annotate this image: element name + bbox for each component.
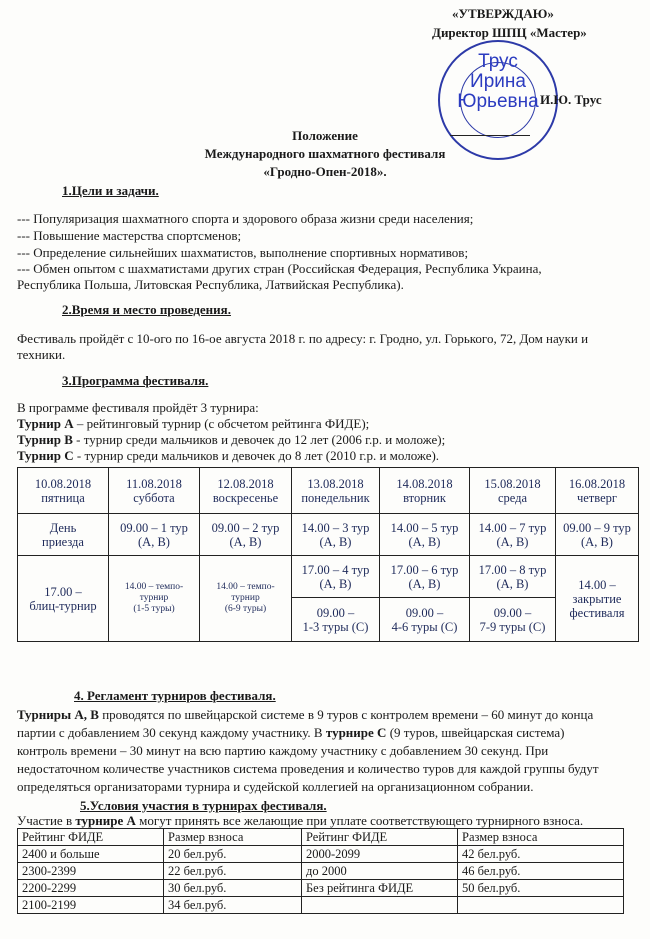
schedule-header-row xyxy=(18,468,639,514)
fee-cell: 2200-2299 xyxy=(18,880,164,897)
schedule-row xyxy=(18,514,639,556)
director-title: Директор ШПЦ «Мастер» xyxy=(432,25,587,40)
schedule-cell: 09.00 – 9 тур (А, В) xyxy=(556,514,639,556)
venue-text: Фестиваль пройдёт с 10-ого по 16-ое августа 2018 г. по адресу: г. Гродно, ул. Горького, 72, Дом науки и xyxy=(17,331,589,346)
fee-header-cell: Размер взноса xyxy=(164,829,302,846)
schedule-cell: 09.00 – 1 тур (А, В) xyxy=(109,514,200,556)
fee-cell: 20 бел.руб. xyxy=(164,846,302,863)
tournament-c-line: Турнир С - турнир среди мальчиков и девочек до 8 лет (2010 г.р. и моложе). xyxy=(17,448,440,463)
fee-header-cell: Рейтинг ФИДЕ xyxy=(18,829,164,846)
tournament-b-line: Турнир В - турнир среди мальчиков и девочек до 12 лет (2006 г.р. и моложе); xyxy=(17,432,446,447)
fee-header-row xyxy=(18,829,624,846)
schedule-cell: 09.00 – 1-3 туры (С) xyxy=(292,598,380,642)
fee-cell: 2000-2099 xyxy=(302,846,458,863)
section-1-heading: 1.Цели и задачи. xyxy=(62,183,159,198)
schedule-cell: 17.00 – 8 тур (А, В) xyxy=(470,556,556,598)
fee-header-cell: Размер взноса xyxy=(458,829,624,846)
goal-item: --- Популяризация шахматного спорта и здорового образа жизни среди населения; xyxy=(17,211,474,226)
schedule-cell: 14.00 – 5 тур (А, В) xyxy=(380,514,470,556)
fee-cell: Без рейтинга ФИДЕ xyxy=(302,880,458,897)
schedule-day-cell: 11.08.2018 суббота xyxy=(109,468,200,514)
schedule-row xyxy=(18,556,639,598)
section-3-heading: 3.Программа фестиваля. xyxy=(62,373,209,388)
schedule-cell: 09.00 – 4-6 туры (С) xyxy=(380,598,470,642)
fee-cell: 30 бел.руб. xyxy=(164,880,302,897)
doc-title-line3: «Гродно-Опен-2018». xyxy=(263,164,387,179)
schedule-day-cell: 12.08.2018 воскресенье xyxy=(200,468,292,514)
fee-row xyxy=(18,897,624,914)
closing-cell: 14.00 – закрытие фестиваля xyxy=(556,556,639,642)
doc-title-line2: Международного шахматного фестиваля xyxy=(204,146,446,161)
schedule-day-cell: 13.08.2018 понедельник xyxy=(292,468,380,514)
section-2-heading: 2.Время и место проведения. xyxy=(62,302,231,317)
schedule-day-cell: 16.08.2018 четверг xyxy=(556,468,639,514)
schedule-cell: День приезда xyxy=(18,514,109,556)
section-5-heading: 5.Условия участия в турнирах фестиваля. xyxy=(80,798,327,813)
doc-title-line1: Положение xyxy=(292,128,358,143)
fee-row xyxy=(18,863,624,880)
rules-paragraph-line: определяться организаторами турнира и судейской коллегией на организационном собрании. xyxy=(17,779,534,794)
fee-row xyxy=(18,880,624,897)
schedule-cell: 09.00 – 7-9 туры (С) xyxy=(470,598,556,642)
fee-cell xyxy=(458,897,624,914)
fee-cell: 42 бел.руб. xyxy=(458,846,624,863)
fee-row xyxy=(18,846,624,863)
tempo-cell: 14.00 – темпо- турнир (6-9 туры) xyxy=(200,556,292,642)
goal-item-continuation: Республика Польша, Литовская Республика, Латвийская Республика). xyxy=(17,277,404,292)
fee-cell: 2100-2199 xyxy=(18,897,164,914)
tempo-cell: 14.00 – темпо- турнир (1-5 туры) xyxy=(109,556,200,642)
fee-header-cell: Рейтинг ФИДЕ xyxy=(302,829,458,846)
schedule-cell: 14.00 – 3 тур (А, В) xyxy=(292,514,380,556)
goal-item: --- Определение сильнейших шахматистов, выполнение спортивных нормативов; xyxy=(17,245,469,260)
rules-paragraph-line: Турниры А, В проводятся по швейцарской системе в 9 туров с контролем времени – 60 минут до конца xyxy=(17,707,594,722)
entry-fee-table xyxy=(17,828,624,914)
schedule-cell: 14.00 – 7 тур (А, В) xyxy=(470,514,556,556)
schedule-day-cell: 15.08.2018 среда xyxy=(470,468,556,514)
section-4-heading: 4. Регламент турниров фестиваля. xyxy=(74,688,276,703)
fee-cell: 2300-2399 xyxy=(18,863,164,880)
fee-cell: 2400 и больше xyxy=(18,846,164,863)
schedule-cell: 17.00 – 6 тур (А, В) xyxy=(380,556,470,598)
goal-item: --- Обмен опытом с шахматистами других стран (Российская Федерация, Республика Украина, xyxy=(17,261,542,276)
schedule-cell: 17.00 – 4 тур (А, В) xyxy=(292,556,380,598)
rules-paragraph-line: недостаточном количестве участников система проведения и количество туров для каждой группы будут xyxy=(17,761,599,776)
rules-paragraph-line: партии с добавлением 30 секунд каждому участнику. В турнире С (9 туров, швейцарская система) xyxy=(17,725,565,740)
rules-paragraph-line: контроль времени – 30 минут на всю партию каждому участнику с добавлением 30 секунд. При xyxy=(17,743,549,758)
fee-cell: 46 бел.руб. xyxy=(458,863,624,880)
fee-cell: 22 бел.руб. xyxy=(164,863,302,880)
participation-intro: Участие в турнире А могут принять все желающие при уплате соответствующего турнирного взноса. xyxy=(17,813,584,828)
blitz-cell: 17.00 – блиц-турнир xyxy=(18,556,109,642)
stamp-handwritten-name: Трус Ирина Юрьевна xyxy=(457,51,539,112)
schedule-table xyxy=(17,467,639,642)
venue-text-continuation: техники. xyxy=(17,347,66,362)
schedule-day-cell: 10.08.2018 пятница xyxy=(18,468,109,514)
schedule-day-cell: 14.08.2018 вторник xyxy=(380,468,470,514)
program-intro: В программе фестиваля пройдёт 3 турнира: xyxy=(17,400,259,415)
schedule-cell: 09.00 – 2 тур (А, В) xyxy=(200,514,292,556)
fee-cell: 50 бел.руб. xyxy=(458,880,624,897)
fee-cell: до 2000 xyxy=(302,863,458,880)
approval-label: «УТВЕРЖДАЮ» xyxy=(452,6,554,21)
fee-cell: 34 бел.руб. xyxy=(164,897,302,914)
tournament-a-line: Турнир А – рейтинговый турнир (с обсчетом рейтинга ФИДЕ); xyxy=(17,416,370,431)
fee-cell xyxy=(302,897,458,914)
goal-item: --- Повышение мастерства спортсменов; xyxy=(17,228,242,243)
signature-name: И.Ю. Трус xyxy=(540,92,602,107)
